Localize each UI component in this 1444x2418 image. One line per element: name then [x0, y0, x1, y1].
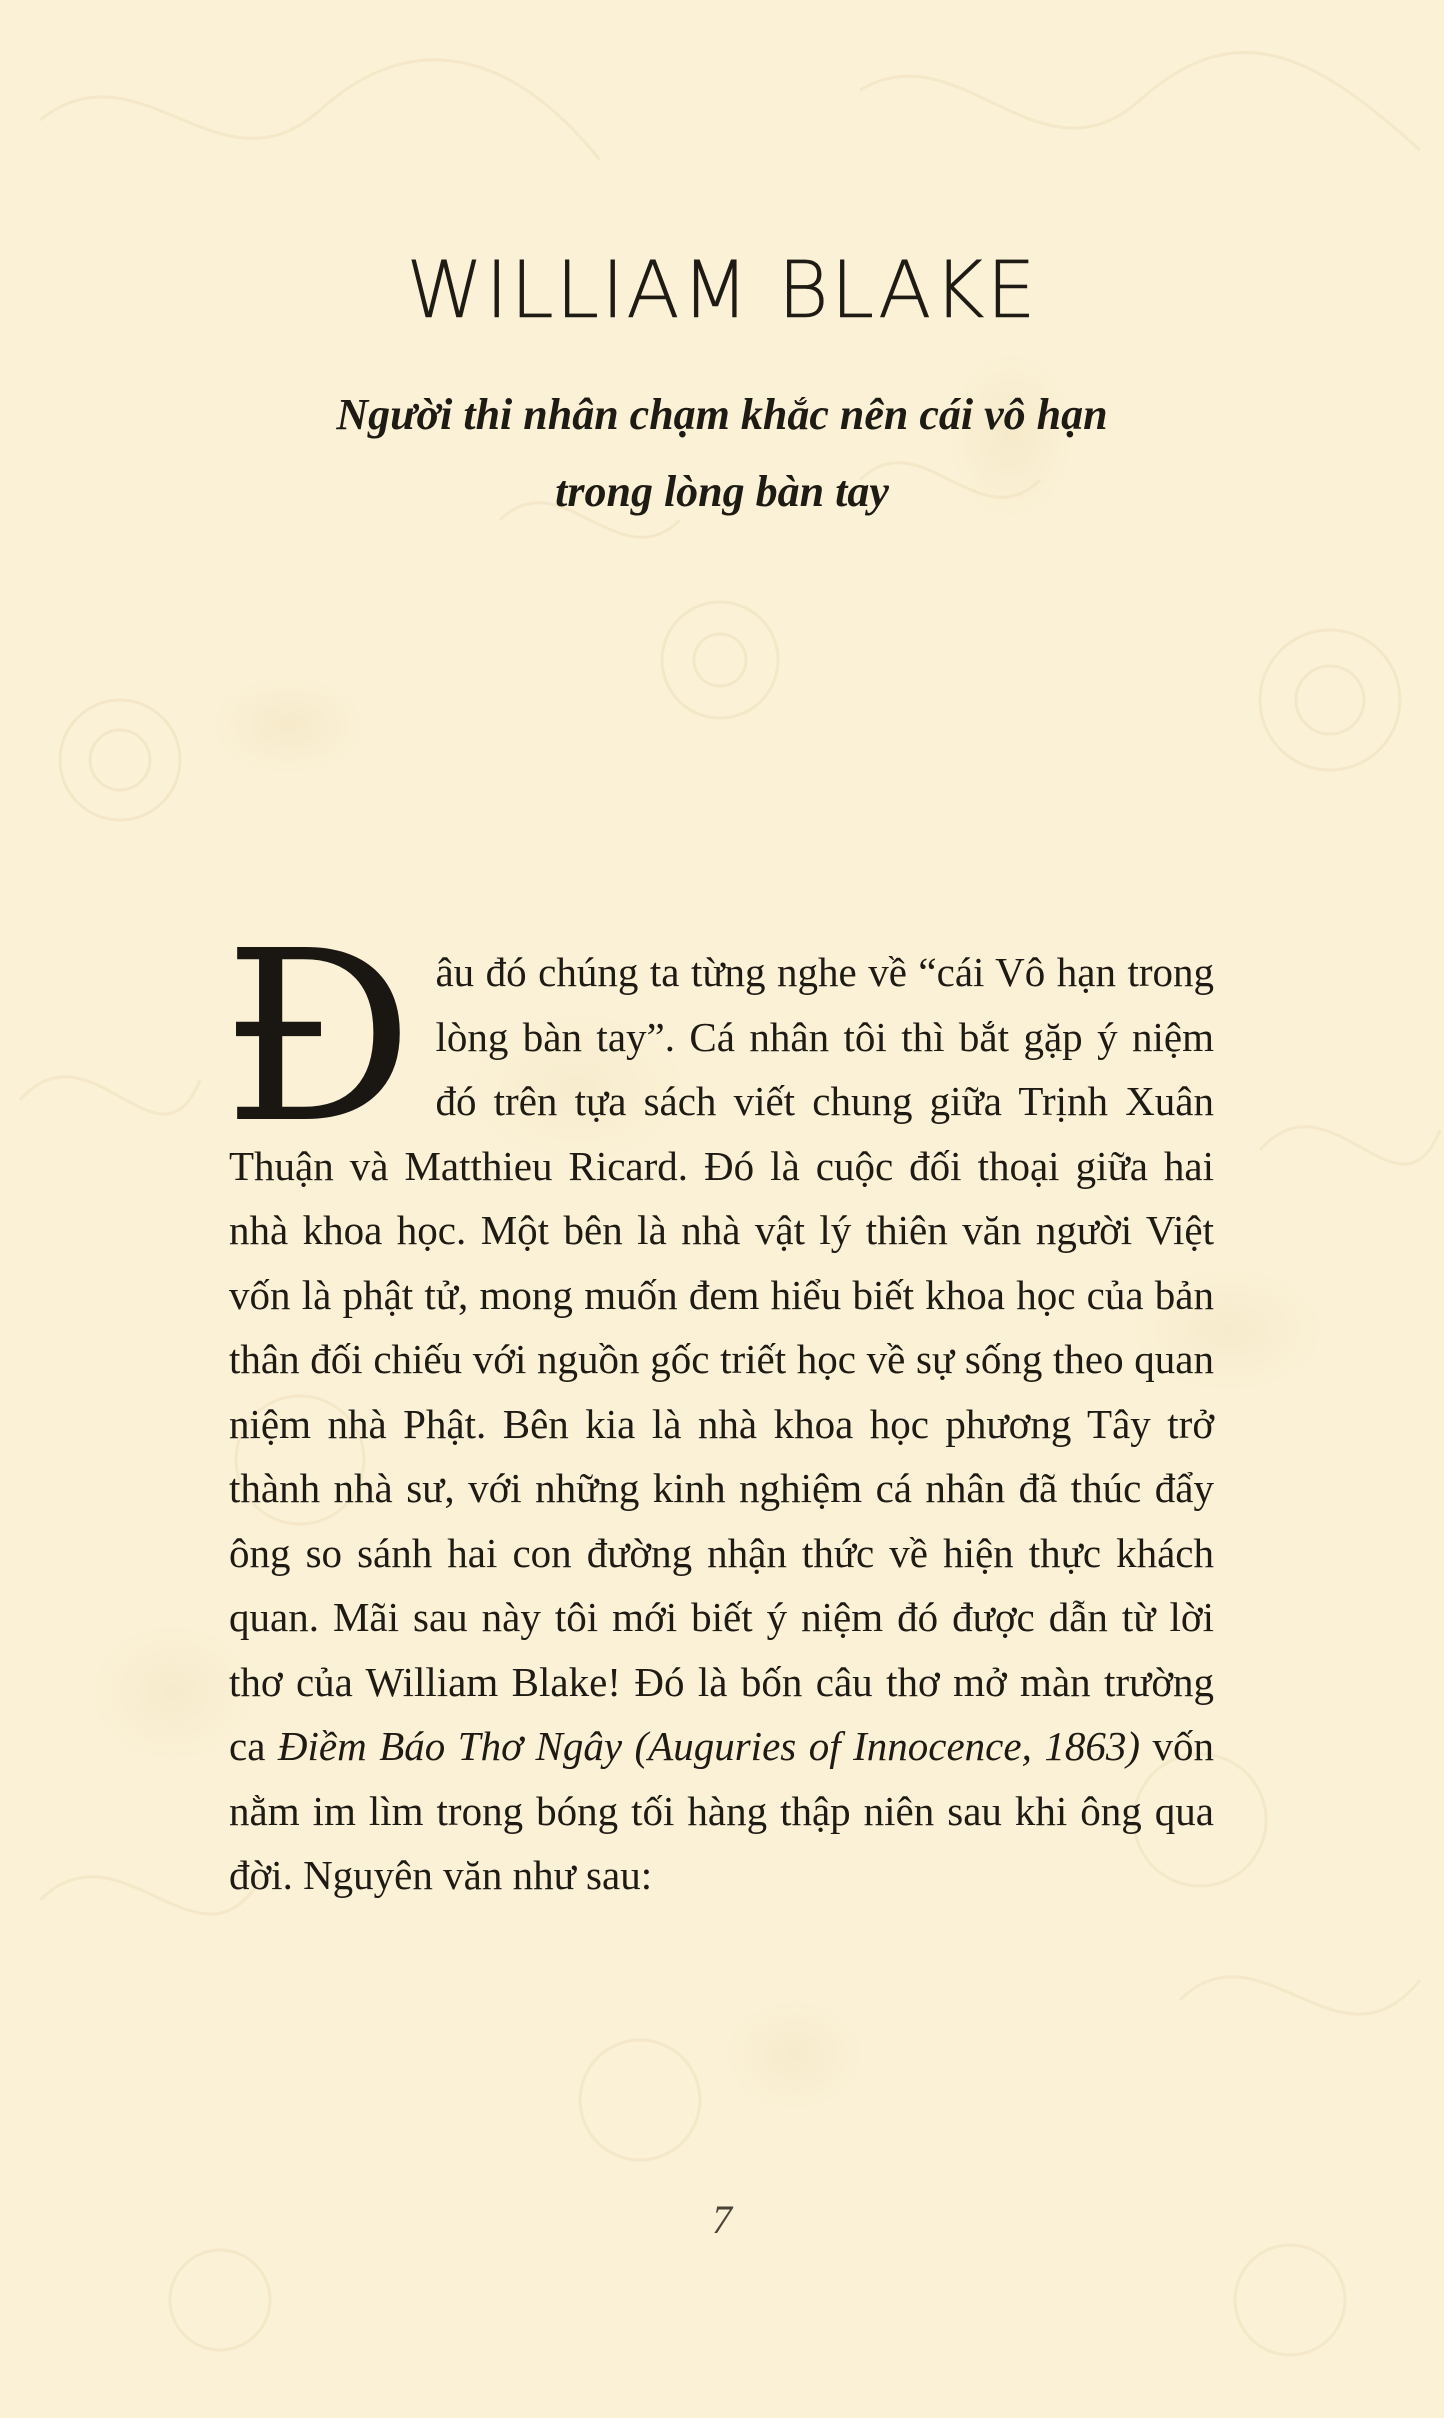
- page-number: 7: [712, 2197, 732, 2242]
- paragraph-text-part-1: âu đó chúng ta từng nghe về “cái Vô hạn trong lòng bàn tay”. Cá nhân tôi thì bắt gặp ý niệm đó trên tựa sách viết chung giữa Trịnh Xuân Thuận và Matthieu Ricard. Đó là cuộc đối thoại giữa hai nhà khoa học. Một bên là nhà vật lý thiên văn người Việt vốn là phật tử, mong muốn đem hiểu biết khoa học của bản thân đối chiếu với nguồn gốc triết học về sự sống theo quan niệm nhà Phật. Bên kia là nhà khoa học phương Tây trở thành nhà sư, với những kinh nghiệm cá nhân đã thúc đẩy ông so sánh hai con đường nhận thức về hiện thực khách quan. Mãi sau này tôi mới biết ý niệm đó được dẫn từ lời thơ của William Blake! Đó là bốn câu thơ mở màn trường ca: [229, 949, 1214, 1769]
- paragraph-text-part-2: vốn nằm im lìm trong bóng tối hàng thập niên sau khi ông qua đời. Nguyên văn như sau:: [229, 1723, 1214, 1898]
- body-text: [223, 900, 1214, 1908]
- subtitle-line-1: Người thi nhân chạm khắc nên cái vô hạn: [336, 390, 1108, 439]
- chapter-title: WILLIAM BLAKE: [406, 246, 1038, 336]
- drop-cap-letter: Đ: [223, 900, 414, 1175]
- subtitle-line-2: trong lòng bàn tay: [555, 467, 889, 516]
- body-paragraph: [223, 900, 1214, 1908]
- chapter-subtitle: [0, 376, 1444, 530]
- poem-title-italic: Điềm Báo Thơ Ngây (Auguries of Innocence, 1863): [277, 1723, 1140, 1769]
